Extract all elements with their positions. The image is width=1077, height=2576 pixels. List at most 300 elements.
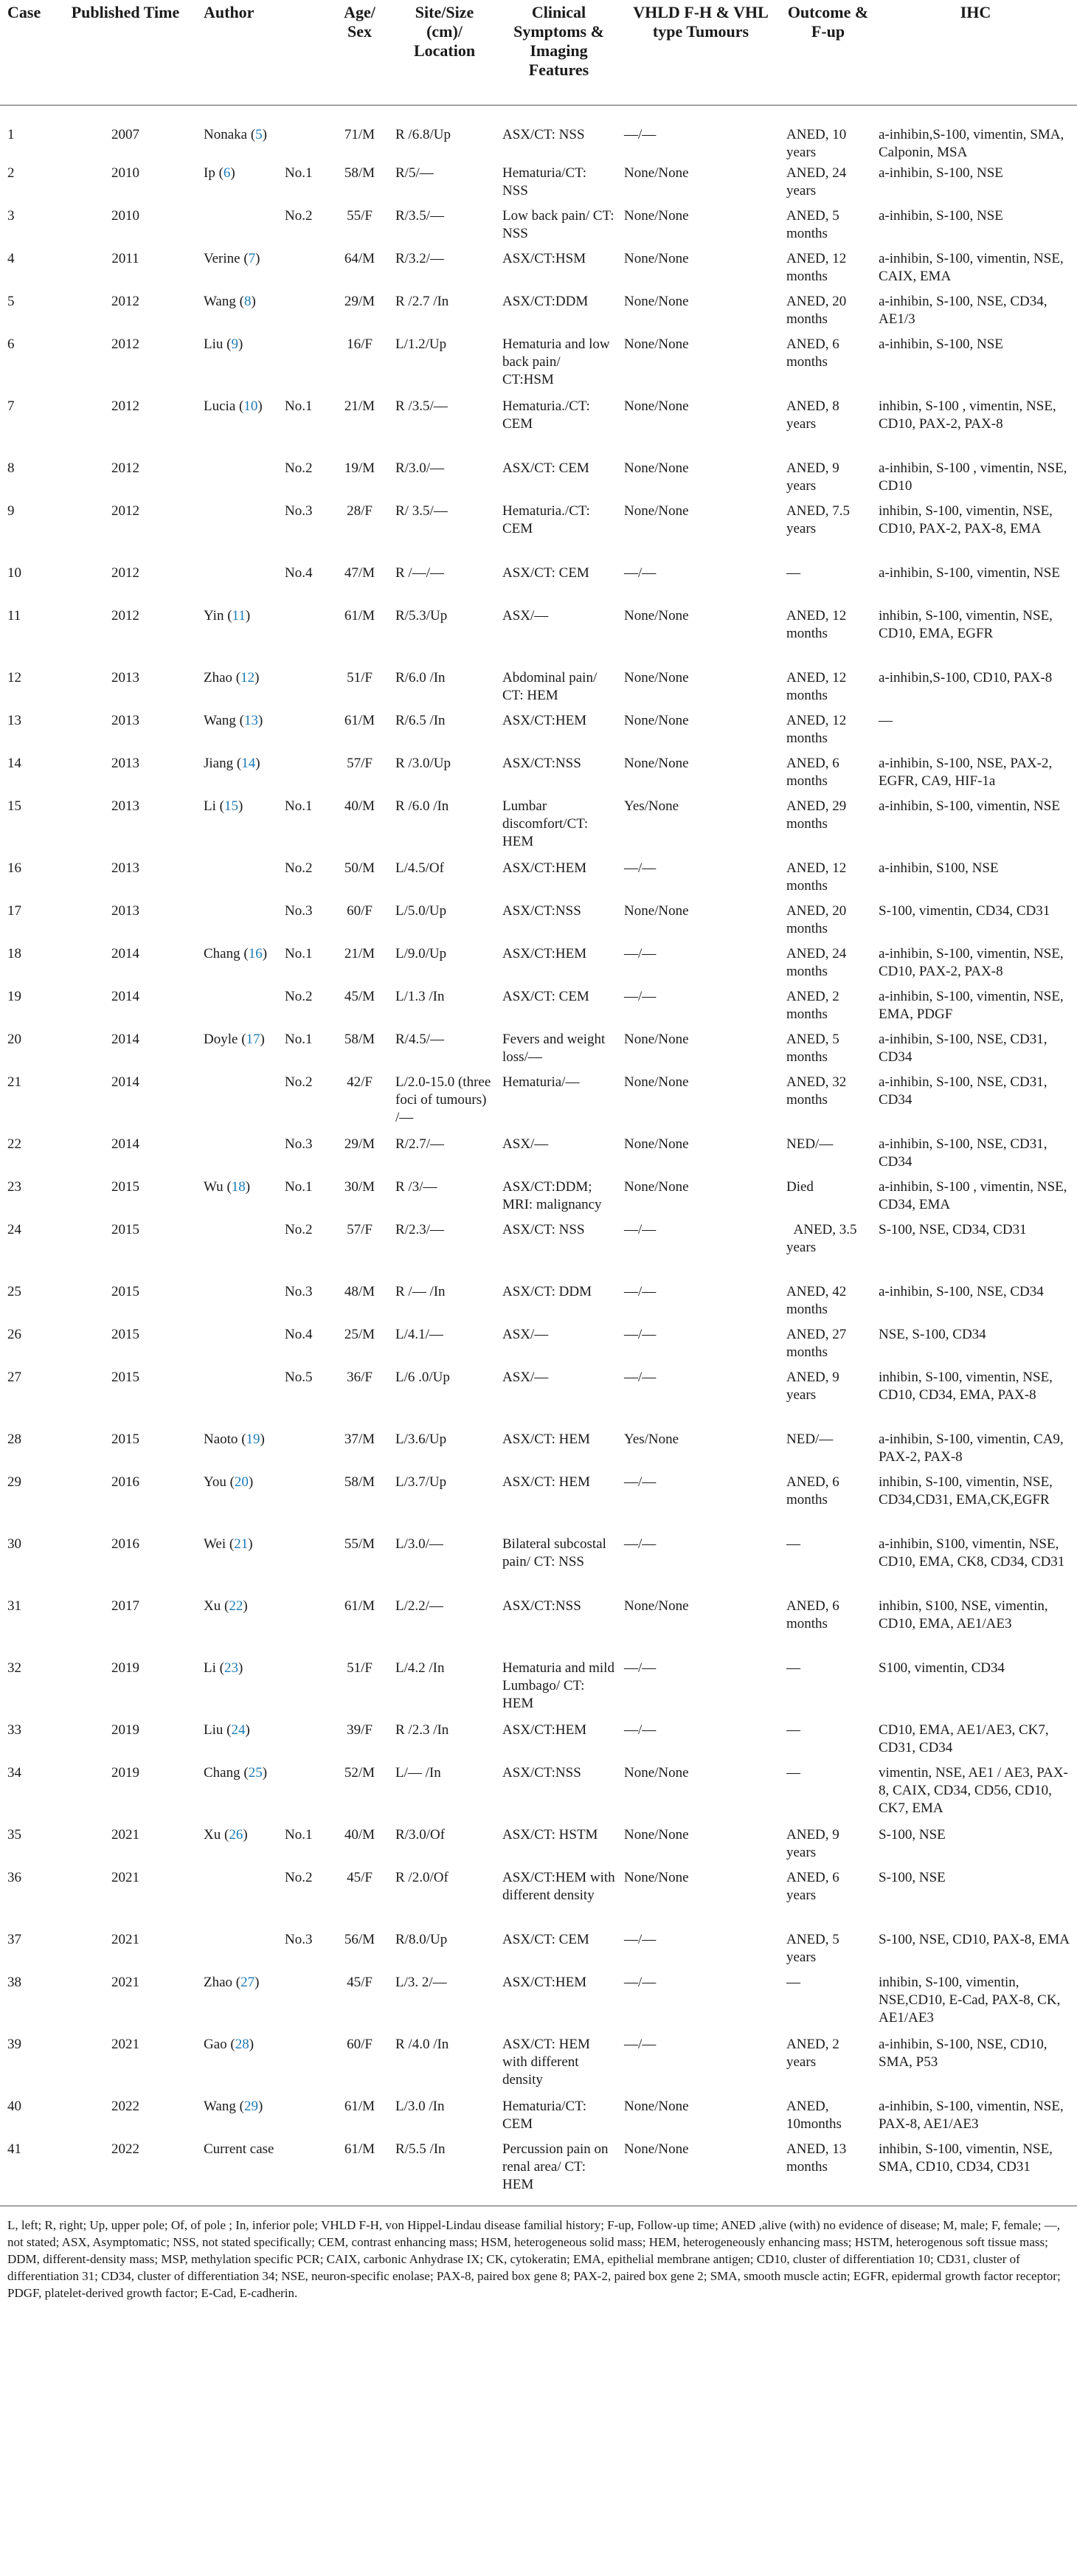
cell-author: You (20) <box>204 1474 254 1490</box>
cell-age-sex: 60/F <box>347 903 373 919</box>
cell-site-size-location: R /3.0/Up <box>395 756 451 771</box>
cell-outcome: ANED, 2 months <box>786 989 839 1022</box>
cell-age-sex: 56/M <box>344 1932 375 1947</box>
table-row <box>0 1220 1077 1282</box>
header-clinical-symptoms: Clinical Symptoms & Imaging Features <box>498 0 620 106</box>
author-name: You <box>204 1474 226 1490</box>
cell-vhld: —/— <box>624 1932 657 1947</box>
cell-site-size-location: R/5.5 /In <box>395 2141 446 2157</box>
cell-site-size-location: R /4.0 /In <box>395 2037 449 2052</box>
cell-ihc: a-inhibin, S-100, vimentin, NSE, EMA, PDGF <box>879 989 1064 1022</box>
cell-case: 15 <box>7 798 21 814</box>
cell-site-size-location: L/1.2/Up <box>395 336 447 352</box>
cell-age-sex: 16/F <box>347 336 373 352</box>
table-row <box>0 753 1077 796</box>
reference-link[interactable]: 29 <box>243 2099 258 2114</box>
cell-clinical-symptoms: Hematuria/CT: CEM <box>502 2099 587 2132</box>
reference-link[interactable]: 27 <box>240 1975 255 1990</box>
cell-number: No.5 <box>285 1370 313 1385</box>
cell-case: 29 <box>7 1474 21 1490</box>
cell-outcome: ANED, 2 years <box>786 2037 839 2070</box>
cell-number: No.1 <box>285 946 313 961</box>
cell-clinical-symptoms: ASX/CT: HSTM <box>502 1827 598 1843</box>
cell-outcome: Died <box>786 1179 814 1195</box>
table-row <box>0 1472 1077 1534</box>
reference-link[interactable]: 16 <box>248 946 263 961</box>
cell-clinical-symptoms: Fevers and weight loss/— <box>502 1032 606 1065</box>
cell-published-time: 2007 <box>111 127 139 142</box>
cell-author <box>199 901 280 944</box>
cell-case: 5 <box>7 294 15 309</box>
cell-published-time: 2010 <box>111 208 139 224</box>
cell-published-time: 2014 <box>111 989 139 1004</box>
cell-published-time: 2019 <box>111 1722 139 1738</box>
table-row <box>0 901 1077 944</box>
cell-outcome: ANED, 12 months <box>786 670 847 703</box>
cell-ihc: a-inhibin, S-100, vimentin, NSE, CD10, PAX-2, PAX-8 <box>879 946 1064 979</box>
cell-outcome: ANED, 12 months <box>786 860 847 894</box>
cell-ihc: a-inhibin, S-100, NSE, CD31, CD34 <box>879 1074 1047 1108</box>
cell-vhld: None/None <box>624 670 689 686</box>
cell-author: Li (15) <box>204 798 243 814</box>
table-row <box>0 458 1077 501</box>
author-name: Gao <box>204 2037 227 2052</box>
cell-published-time: 2013 <box>111 903 139 919</box>
cell-age-sex: 61/M <box>344 2141 375 2157</box>
reference-link[interactable]: 23 <box>224 1660 238 1676</box>
table-row <box>0 1658 1077 1720</box>
cell-author <box>199 1282 280 1325</box>
cell-published-time: 2015 <box>111 1327 139 1342</box>
cell-clinical-symptoms: ASX/— <box>502 608 549 624</box>
reference-link[interactable]: 7 <box>248 251 256 266</box>
cell-published-time: 2013 <box>111 713 139 728</box>
table-row <box>0 944 1077 987</box>
cell-author <box>199 858 280 901</box>
cell-site-size-location: L/3.0 /In <box>395 2099 445 2114</box>
cell-vhld: None/None <box>624 208 689 224</box>
cell-case: 8 <box>7 460 15 476</box>
table-row <box>0 1868 1077 1930</box>
cell-clinical-symptoms: ASX/CT:HEM <box>502 946 587 961</box>
table-row <box>0 1134 1077 1177</box>
cell-clinical-symptoms: Hematuria and mild Lumbago/ CT: HEM <box>502 1660 614 1711</box>
cell-vhld: —/— <box>624 1284 657 1299</box>
cell-outcome: ANED, 6 months <box>786 756 839 789</box>
author-name: Wang <box>204 2099 236 2114</box>
cell-case: 40 <box>7 2099 21 2114</box>
cell-clinical-symptoms: ASX/— <box>502 1370 549 1385</box>
cell-case: 39 <box>7 2037 21 2052</box>
cell-vhld: None/None <box>624 1765 689 1781</box>
cell-vhld: —/— <box>624 860 657 876</box>
cell-ihc: a-inhibin, S-100, NSE, CD34 <box>879 1284 1044 1299</box>
cell-age-sex: 40/M <box>344 1827 375 1843</box>
cell-vhld: None/None <box>624 294 689 309</box>
author-name: Yin <box>204 608 224 624</box>
cell-age-sex: 39/F <box>347 1722 373 1738</box>
cell-ihc: a-inhibin, S-100, NSE, CD31, CD34 <box>879 1032 1047 1065</box>
cell-site-size-location: R/6.0 /In <box>395 670 446 686</box>
reference-link[interactable]: 12 <box>240 670 255 686</box>
reference-link[interactable]: 10 <box>243 398 258 414</box>
cell-clinical-symptoms: Hematuria./CT: CEM <box>502 398 590 432</box>
cell-number <box>280 1763 328 1825</box>
table-row <box>0 563 1077 606</box>
cell-ihc: a-inhibin, S100, vimentin, NSE, CD10, EMA, CK8, CD34, CD31 <box>879 1536 1065 1570</box>
cell-outcome: ANED, 6 months <box>786 336 839 370</box>
cell-case: 35 <box>7 1827 21 1843</box>
cell-case: 19 <box>7 989 21 1004</box>
table-row <box>0 1177 1077 1220</box>
cell-ihc: a-inhibin, S-100, NSE <box>879 165 1003 181</box>
reference-link[interactable]: 14 <box>241 756 256 771</box>
cell-number: No.2 <box>285 460 313 476</box>
cell-site-size-location: R/3.0/— <box>395 460 444 476</box>
cell-vhld: None/None <box>624 1827 689 1843</box>
table-row <box>0 106 1077 164</box>
table-row <box>0 396 1077 458</box>
cell-author: Xu (22) <box>204 1598 248 1614</box>
cell-site-size-location: R/2.7/— <box>395 1136 444 1152</box>
cell-published-time: 2019 <box>111 1765 139 1781</box>
table-row <box>0 1930 1077 1972</box>
cell-author: Li (23) <box>204 1660 243 1676</box>
table-row <box>0 1763 1077 1825</box>
cell-outcome: — <box>786 1660 800 1676</box>
reference-link[interactable]: 20 <box>234 1474 249 1490</box>
cell-vhld: —/— <box>624 1222 657 1237</box>
cell-number: No.2 <box>285 208 313 224</box>
cell-ihc: vimentin, NSE, AE1 / AE3, PAX-8, CAIX, CD34, CD56, CD10, CK7, EMA <box>879 1765 1068 1816</box>
cell-number <box>280 1534 328 1596</box>
cell-published-time: 2015 <box>111 1284 139 1299</box>
cell-published-time: 2010 <box>111 165 139 181</box>
cell-clinical-symptoms: ASX/CT:HEM <box>502 1722 587 1738</box>
author-name: Chang <box>204 946 240 961</box>
cell-vhld: Yes/None <box>624 798 679 814</box>
reference-link[interactable]: 21 <box>234 1536 249 1552</box>
cell-published-time: 2021 <box>111 1827 139 1843</box>
cell-ihc: inhibin, S-100, vimentin, NSE,CD10, E-Cad, PAX-8, CK, AE1/AE3 <box>879 1975 1061 2026</box>
reference-link[interactable]: 6 <box>223 165 231 181</box>
table-row <box>0 206 1077 249</box>
cell-outcome: ANED, 29 months <box>786 798 847 832</box>
cell-case: 34 <box>7 1765 21 1781</box>
cell-author <box>199 987 280 1029</box>
cell-author <box>199 458 280 501</box>
cell-clinical-symptoms: Hematuria/— <box>502 1074 580 1090</box>
cell-age-sex: 58/M <box>344 165 375 181</box>
table-row <box>0 2034 1077 2096</box>
reference-link[interactable]: 13 <box>243 713 258 728</box>
cell-clinical-symptoms: ASX/CT:NSS <box>502 903 581 919</box>
cell-author <box>199 206 280 249</box>
table-row <box>0 1720 1077 1763</box>
cell-vhld: None/None <box>624 1870 689 1885</box>
cell-outcome: ANED, 32 months <box>786 1074 847 1108</box>
cell-site-size-location: R /2.0/Of <box>395 1870 449 1885</box>
cell-clinical-symptoms: Low back pain/ CT: NSS <box>502 208 614 241</box>
cell-published-time: 2017 <box>111 1598 139 1614</box>
cell-case: 21 <box>7 1074 21 1090</box>
cell-outcome: NED/— <box>786 1432 834 1447</box>
cell-clinical-symptoms: Percussion pain on renal area/ CT: HEM <box>502 2141 609 2192</box>
cell-ihc: inhibin, S-100, vimentin, NSE, CD10, PAX-2, PAX-8, EMA <box>879 503 1053 536</box>
cell-age-sex: 37/M <box>344 1432 375 1447</box>
cell-ihc: inhibin, S100, NSE, vimentin, CD10, EMA, AE1/AE3 <box>879 1598 1048 1631</box>
reference-link[interactable]: 22 <box>229 1598 243 1614</box>
cell-ihc: inhibin, S-100, vimentin, NSE, CD34,CD31, EMA,CK,EGFR <box>879 1474 1053 1508</box>
cell-age-sex: 47/M <box>344 565 375 581</box>
cell-ihc: a-inhibin, S-100, NSE <box>879 336 1003 352</box>
cell-number <box>280 1720 328 1763</box>
author-name: Li <box>204 1660 216 1676</box>
cell-site-size-location: L/3.0/— <box>395 1536 443 1552</box>
cell-vhld: None/None <box>624 165 689 181</box>
header-published-time: Published Time <box>52 0 199 106</box>
cell-age-sex: 61/M <box>344 713 375 728</box>
author-name: Liu <box>204 1722 224 1738</box>
cell-clinical-symptoms: ASX/CT: CEM <box>502 1932 589 1947</box>
cell-site-size-location: L/2.0-15.0 (three foci of tumours) /— <box>395 1074 491 1125</box>
cell-published-time: 2014 <box>111 946 139 961</box>
table-row <box>0 249 1077 291</box>
cell-number: No.2 <box>285 989 313 1004</box>
cell-clinical-symptoms: Hematuria/CT: NSS <box>502 165 587 198</box>
reference-link[interactable]: 15 <box>224 798 238 814</box>
cell-age-sex: 42/F <box>347 1074 373 1090</box>
cell-site-size-location: R /3.5/— <box>395 398 448 414</box>
cell-clinical-symptoms: ASX/CT:HEM <box>502 860 587 876</box>
cell-published-time: 2021 <box>111 1870 139 1885</box>
cell-ihc: a-inhibin, S-100 , vimentin, NSE, CD10 <box>879 460 1067 494</box>
cell-outcome: ANED, 13 months <box>786 2141 847 2175</box>
cell-number <box>280 1472 328 1534</box>
cell-outcome: ANED, 10months <box>786 2099 842 2132</box>
cell-author: Jiang (14) <box>204 756 260 771</box>
table-row <box>0 858 1077 901</box>
cell-clinical-symptoms: Hematuria./CT: CEM <box>502 503 590 536</box>
cell-site-size-location: L/2.2/— <box>395 1598 443 1614</box>
reference-link[interactable]: 9 <box>231 336 238 352</box>
cell-number: No.3 <box>285 503 313 519</box>
reference-link[interactable]: 26 <box>229 1827 243 1843</box>
cell-published-time: 2012 <box>111 608 139 624</box>
reference-link[interactable]: 24 <box>231 1722 246 1738</box>
cell-vhld: None/None <box>624 460 689 476</box>
reference-link[interactable]: 11 <box>232 608 246 624</box>
cell-ihc: a-inhibin, S-100, NSE, PAX-2, EGFR, CA9, HIF-1a <box>879 756 1053 789</box>
cell-author: Liu (9) <box>204 336 243 352</box>
cell-vhld: None/None <box>624 608 689 624</box>
cell-author: Ip (6) <box>204 165 235 181</box>
cell-case: 24 <box>7 1222 21 1237</box>
cell-age-sex: 19/M <box>344 460 375 476</box>
cell-number <box>280 753 328 796</box>
author-name: Xu <box>204 1598 221 1614</box>
cell-published-time: 2012 <box>111 294 139 309</box>
cell-age-sex: 51/F <box>347 670 373 686</box>
cell-age-sex: 57/F <box>347 756 373 771</box>
cell-case: 38 <box>7 1975 21 1990</box>
cell-vhld: —/— <box>624 127 657 142</box>
table-row <box>0 711 1077 753</box>
cell-outcome: — <box>786 565 800 581</box>
cell-author: Gao (28) <box>204 2037 254 2052</box>
reference-link[interactable]: 18 <box>231 1179 246 1195</box>
author-name: Naoto <box>204 1432 238 1447</box>
cell-clinical-symptoms: ASX/CT: HEM with different density <box>502 2037 590 2088</box>
cell-age-sex: 28/F <box>347 503 373 519</box>
cell-author: Verine (7) <box>204 251 260 266</box>
cell-ihc: S-100, NSE <box>879 1870 946 1885</box>
cell-clinical-symptoms: Bilateral subcostal pain/ CT: NSS <box>502 1536 606 1570</box>
cell-clinical-symptoms: ASX/CT: HEM <box>502 1474 590 1490</box>
cell-vhld: None/None <box>624 713 689 728</box>
header-vhld: VHLD F-H & VHL type Tumours <box>620 0 782 106</box>
cell-outcome: — <box>786 1536 800 1552</box>
cell-outcome: ANED, 12 months <box>786 251 847 284</box>
cell-number <box>280 249 328 291</box>
cell-case: 28 <box>7 1432 21 1447</box>
cell-published-time: 2015 <box>111 1179 139 1195</box>
cell-vhld: —/— <box>624 565 657 581</box>
reference-link[interactable]: 8 <box>243 294 252 309</box>
cell-site-size-location: R/5/— <box>395 165 434 181</box>
cell-clinical-symptoms: ASX/CT:NSS <box>502 756 581 771</box>
cell-case: 25 <box>7 1284 21 1299</box>
cell-ihc: S-100, NSE <box>879 1827 946 1843</box>
cell-number <box>280 1658 328 1720</box>
cell-vhld: None/None <box>624 251 689 266</box>
reference-link[interactable]: 17 <box>246 1032 260 1047</box>
cell-ihc: a-inhibin, S-100, vimentin, NSE <box>879 798 1060 814</box>
cell-clinical-symptoms: Hematuria and low back pain/ CT:HSM <box>502 336 610 387</box>
cell-published-time: 2012 <box>111 565 139 581</box>
reference-link[interactable]: 19 <box>246 1432 260 1447</box>
cell-number <box>280 2034 328 2096</box>
cell-author <box>199 2139 280 2201</box>
cell-case: 3 <box>7 208 15 224</box>
cell-author: Zhao (27) <box>204 1975 260 1990</box>
cell-case: 13 <box>7 713 21 728</box>
cell-outcome: ANED, 6 months <box>786 1598 839 1631</box>
reference-link[interactable]: 28 <box>235 2037 249 2052</box>
cell-ihc: a-inhibin, S-100, vimentin, NSE, CAIX, EMA <box>879 251 1064 284</box>
cell-age-sex: 61/M <box>344 608 375 624</box>
cell-ihc: inhibin, S-100, vimentin, NSE, CD10, CD34, EMA, PAX-8 <box>879 1370 1053 1403</box>
table-row <box>0 1367 1077 1429</box>
cell-case: 41 <box>7 2141 21 2157</box>
cell-case: 9 <box>7 503 15 519</box>
cell-age-sex: 30/M <box>344 1179 375 1195</box>
cell-number: No.1 <box>285 1179 313 1195</box>
cell-number <box>280 711 328 753</box>
cell-number: No.1 <box>285 398 313 414</box>
cell-published-time: 2012 <box>111 503 139 519</box>
cell-vhld: Yes/None <box>624 1432 679 1447</box>
cell-ihc: NSE, S-100, CD34 <box>879 1327 986 1342</box>
cell-site-size-location: R/3.0/Of <box>395 1827 446 1843</box>
cell-case: 23 <box>7 1179 21 1195</box>
cell-published-time: 2016 <box>111 1474 139 1490</box>
table-row <box>0 1972 1077 2034</box>
cell-outcome: ANED, 10 years <box>786 127 847 160</box>
table-row <box>0 1072 1077 1134</box>
cell-vhld: —/— <box>624 1474 657 1490</box>
cell-outcome: ANED, 5 months <box>786 1032 839 1065</box>
cell-number <box>280 1596 328 1658</box>
table-row <box>0 606 1077 668</box>
cell-age-sex: 61/M <box>344 1598 375 1614</box>
cell-number: No.3 <box>285 903 313 919</box>
cell-outcome: NED/— <box>786 1136 834 1152</box>
author-name: Nonaka <box>204 127 248 142</box>
cell-age-sex: 57/F <box>347 1222 373 1237</box>
table-row <box>0 1429 1077 1472</box>
cell-number: No.1 <box>285 1032 313 1047</box>
author-name: Lucia <box>204 398 236 414</box>
cell-clinical-symptoms: ASX/CT:HEM <box>502 713 587 728</box>
cell-site-size-location: L/5.0/Up <box>395 903 447 919</box>
cell-ihc: a-inhibin, S100, NSE <box>879 860 999 876</box>
cell-age-sex: 45/F <box>347 1870 373 1885</box>
cell-published-time: 2015 <box>111 1222 139 1237</box>
cell-case: 30 <box>7 1536 21 1552</box>
cell-clinical-symptoms: ASX/CT: NSS <box>502 127 585 142</box>
cell-clinical-symptoms: ASX/CT: CEM <box>502 460 589 476</box>
cell-clinical-symptoms: ASX/— <box>502 1136 549 1152</box>
cell-site-size-location: R /3/— <box>395 1179 437 1195</box>
cell-published-time: 2014 <box>111 1136 139 1152</box>
cell-author <box>199 1072 280 1134</box>
cell-outcome: ANED, 6 years <box>786 1870 839 1903</box>
cell-ihc: a-inhibin, S-100, vimentin, NSE <box>879 565 1060 581</box>
table-row <box>0 1534 1077 1596</box>
cell-site-size-location: R /6.0 /In <box>395 798 449 814</box>
cell-number: No.2 <box>285 1074 313 1090</box>
cell-author: Nonaka (5) <box>204 127 267 142</box>
cell-published-time: 2016 <box>111 1536 139 1552</box>
table-row <box>0 668 1077 711</box>
cell-published-time: 2021 <box>111 2037 139 2052</box>
cell-case: 10 <box>7 565 21 581</box>
cell-author: Naoto (19) <box>204 1432 265 1447</box>
cell-outcome: ANED, 9 years <box>786 1370 839 1403</box>
cell-site-size-location: R/5.3/Up <box>395 608 448 624</box>
cell-author: Wang (8) <box>204 294 256 309</box>
cell-published-time: 2022 <box>111 2141 139 2157</box>
cell-number: No.1 <box>285 1827 313 1843</box>
cell-site-size-location: R/ 3.5/— <box>395 503 448 519</box>
cell-author: Wu (18) <box>204 1179 251 1195</box>
reference-link[interactable]: 25 <box>248 1765 263 1781</box>
cell-ihc: — <box>879 713 893 728</box>
cell-site-size-location: L/4.1/— <box>395 1327 443 1342</box>
cell-vhld: None/None <box>624 2099 689 2114</box>
cell-published-time: 2014 <box>111 1074 139 1090</box>
cell-site-size-location: R /2.3 /In <box>395 1722 449 1738</box>
cell-clinical-symptoms: ASX/CT:HSM <box>502 251 586 266</box>
cell-outcome: ANED, 27 months <box>786 1327 847 1360</box>
cell-published-time: 2021 <box>111 1975 139 1990</box>
reference-link[interactable]: 5 <box>255 127 263 142</box>
cell-case: 37 <box>7 1932 21 1947</box>
header-number <box>280 0 328 106</box>
cell-ihc: CD10, EMA, AE1/AE3, CK7, CD31, CD34 <box>879 1722 1049 1755</box>
cell-number: No.3 <box>285 1284 313 1299</box>
